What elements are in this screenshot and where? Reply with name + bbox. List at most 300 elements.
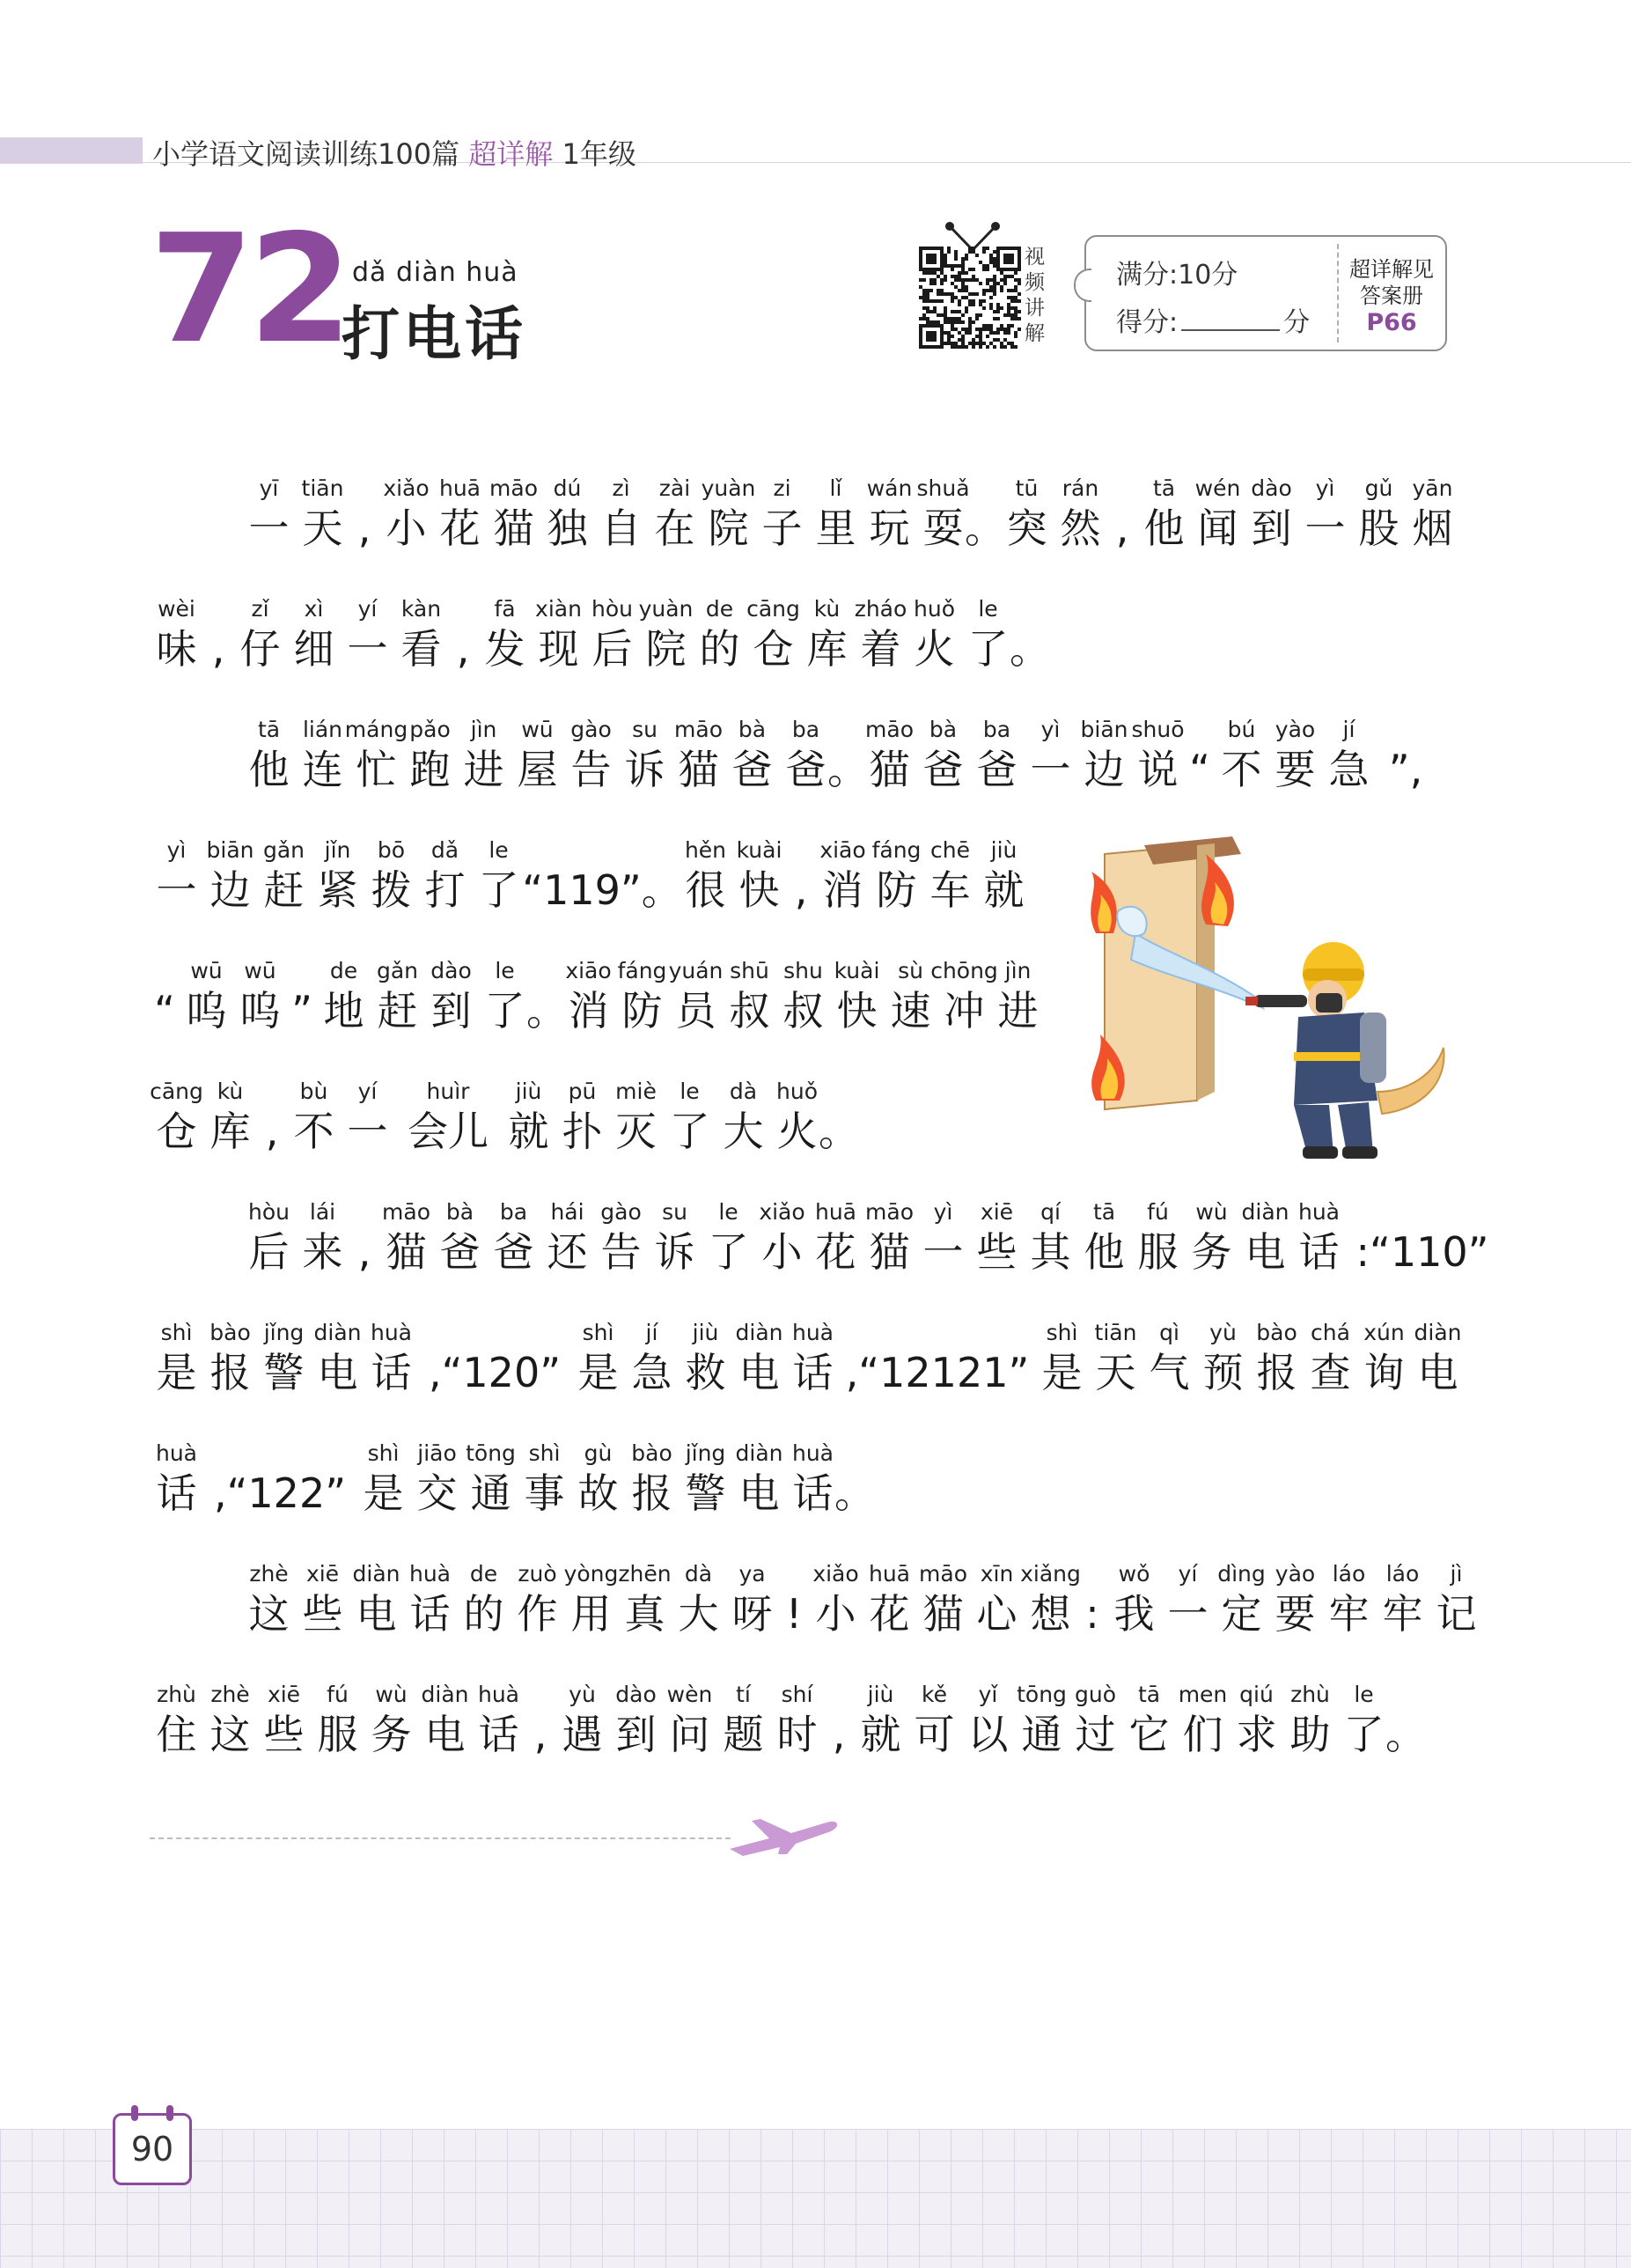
footer-grid	[0, 2129, 1631, 2268]
pinyin: wū	[190, 958, 223, 983]
pinyin: miè	[615, 1079, 657, 1104]
pinyin: guò	[1074, 1682, 1117, 1707]
hanzi: 报	[1256, 1349, 1297, 1396]
pinyin: jí	[1342, 717, 1355, 742]
pinyin: māo	[919, 1561, 967, 1587]
pinyin: jiù	[692, 1320, 719, 1345]
pinyin: xiǎo	[759, 1199, 805, 1225]
hanzi: 就	[860, 1711, 901, 1758]
pinyin: wù	[375, 1682, 408, 1707]
pinyin: ya	[738, 1561, 766, 1587]
pinyin: yī	[259, 475, 279, 501]
pinyin: gào	[570, 717, 612, 742]
lesson-number: 72	[150, 202, 348, 377]
hanzi: 耍	[922, 504, 964, 552]
pinyin: jiù	[990, 837, 1018, 863]
hanzi: 是	[156, 1349, 197, 1396]
pinyin: láo	[1332, 1561, 1366, 1587]
pinyin: xiē	[305, 1561, 340, 1587]
answer-reference-line: 超详解见	[1349, 257, 1434, 282]
pinyin: fú	[1147, 1199, 1169, 1225]
pinyin: tā	[1152, 475, 1176, 501]
punctuation-text: ,	[832, 1711, 846, 1758]
hanzi: 他	[1084, 1228, 1125, 1276]
hanzi: 消	[822, 866, 863, 914]
hanzi: 救	[685, 1349, 726, 1396]
hanzi: 防	[621, 987, 663, 1035]
pinyin: ba	[982, 717, 1011, 742]
pinyin: lián	[302, 717, 343, 742]
pinyin: yì	[1040, 717, 1061, 742]
pinyin: yù	[569, 1682, 596, 1707]
hanzi: 问	[669, 1711, 710, 1758]
hanzi: 猫	[678, 746, 719, 793]
hanzi: 味	[156, 625, 197, 673]
hanzi: 事	[524, 1469, 565, 1517]
hanzi: 大	[678, 1590, 719, 1638]
hanzi: 猫	[386, 1228, 427, 1276]
video-label-char: 视	[1025, 246, 1045, 269]
punctuation-text: ,	[456, 625, 470, 673]
hanzi: 花	[815, 1228, 856, 1276]
hanzi: 着	[860, 625, 901, 673]
hanzi: 不	[293, 1108, 334, 1155]
pinyin: yǐ	[978, 1682, 998, 1707]
hanzi: 一	[1030, 746, 1071, 793]
pinyin: dào	[1251, 475, 1292, 501]
punctuation-text: “	[1189, 746, 1210, 793]
pinyin: le	[718, 1199, 738, 1225]
pinyin: tū	[1015, 475, 1039, 501]
answer-page: P66	[1366, 309, 1417, 336]
hanzi: 了	[484, 987, 525, 1035]
pinyin: hěn	[684, 837, 727, 863]
punctuation-text: ,	[794, 866, 808, 914]
hanzi: 过	[1075, 1711, 1116, 1758]
pinyin: shì	[528, 1440, 561, 1466]
pinyin: láo	[1385, 1561, 1420, 1587]
punctuation-text: 。	[827, 746, 868, 793]
hanzi: 可	[914, 1711, 955, 1758]
hanzi: 他	[248, 746, 290, 793]
hanzi: 急	[1328, 746, 1370, 793]
hanzi: 一	[347, 625, 388, 673]
end-divider	[150, 1837, 731, 1839]
pinyin: diàn	[1414, 1320, 1462, 1345]
hanzi: 院	[645, 625, 687, 673]
hanzi: 电	[1417, 1349, 1458, 1396]
pinyin: huǒ	[914, 596, 955, 622]
hanzi: 现	[538, 625, 579, 673]
pinyin: yuàn	[638, 596, 694, 622]
hanzi: 消	[568, 987, 609, 1035]
pinyin: chá	[1311, 1320, 1350, 1345]
pinyin: xīn	[980, 1561, 1014, 1587]
hanzi: 独	[547, 504, 588, 552]
hanzi: 仔	[239, 625, 281, 673]
pinyin: le	[680, 1079, 700, 1104]
hanzi: 了	[669, 1108, 710, 1155]
pinyin: diàn	[735, 1440, 783, 1466]
pinyin: kuài	[834, 958, 880, 983]
pinyin: dào	[615, 1682, 657, 1707]
page-badge	[113, 2113, 192, 2185]
punctuation-text: 。	[1010, 625, 1050, 673]
hanzi: 自	[600, 504, 642, 552]
pinyin: men	[1178, 1682, 1228, 1707]
pinyin: māo	[489, 475, 538, 501]
hanzi: 们	[1182, 1711, 1223, 1758]
pinyin: huā	[438, 475, 481, 501]
pinyin: māo	[865, 717, 914, 742]
punctuation-text: ,	[357, 1228, 371, 1276]
hanzi: 快	[738, 866, 780, 914]
pinyin: wū	[244, 958, 276, 983]
video-label-char: 频	[1025, 271, 1045, 294]
hanzi: 会儿	[408, 1108, 489, 1155]
hanzi: 到	[1251, 504, 1292, 552]
pinyin: chē	[930, 837, 970, 863]
pinyin: bà	[445, 1199, 474, 1225]
hanzi: 进	[463, 746, 504, 793]
hanzi: 题	[723, 1711, 764, 1758]
hanzi: 话	[478, 1711, 519, 1758]
pinyin: yì	[933, 1199, 953, 1225]
pinyin: huà	[1297, 1199, 1341, 1225]
header-accent-bar	[0, 137, 143, 164]
pinyin: pǎo	[409, 717, 451, 742]
hanzi: 冲	[944, 987, 985, 1035]
pinyin: jǐn	[324, 837, 351, 863]
hanzi: 天	[302, 504, 343, 552]
hanzi: 猫	[493, 504, 534, 552]
pinyin: yòng	[563, 1561, 619, 1587]
hanzi: 告	[600, 1228, 642, 1276]
pinyin: le	[495, 958, 515, 983]
pinyin: qiú	[1239, 1682, 1274, 1707]
hanzi: 发	[484, 625, 525, 673]
pinyin: wèn	[666, 1682, 713, 1707]
hanzi: 话	[1298, 1228, 1340, 1276]
pinyin: dǎ	[430, 837, 459, 863]
pinyin: kù	[217, 1079, 244, 1104]
hanzi: 进	[997, 987, 1039, 1035]
hanzi: 故	[577, 1469, 619, 1517]
hanzi: 预	[1202, 1349, 1244, 1396]
lesson-title: 打电话	[342, 300, 526, 368]
pinyin: tí	[736, 1682, 751, 1707]
pinyin: jǐng	[685, 1440, 726, 1466]
video-label-char: 解	[1025, 322, 1045, 345]
hanzi: 用	[570, 1590, 612, 1638]
pinyin: zháo	[854, 596, 907, 622]
pinyin: tā	[257, 717, 281, 742]
pinyin: diàn	[421, 1682, 469, 1707]
hanzi: 大	[723, 1108, 764, 1155]
hanzi: 地	[323, 987, 364, 1035]
punctuation-text: ,	[1115, 504, 1129, 552]
score-full: 满分:10分	[1116, 260, 1238, 291]
hanzi: 是	[363, 1469, 404, 1517]
pinyin: māo	[382, 1199, 430, 1225]
pinyin: yí	[1178, 1561, 1198, 1587]
hanzi: 些	[976, 1228, 1018, 1276]
hanzi: 爸	[922, 746, 964, 793]
hanzi: 这	[209, 1711, 251, 1758]
pinyin: tiān	[1094, 1320, 1137, 1345]
pinyin: wǒ	[1118, 1561, 1150, 1587]
pinyin: kě	[922, 1682, 947, 1707]
hanzi: 到	[615, 1711, 657, 1758]
score-box	[1084, 235, 1447, 351]
pinyin: fā	[494, 596, 516, 622]
pinyin: jì	[1450, 1561, 1463, 1587]
pinyin: huà	[370, 1320, 413, 1345]
hanzi: 遇	[562, 1711, 603, 1758]
hanzi: 猫	[922, 1590, 964, 1638]
hanzi: 气	[1149, 1349, 1190, 1396]
hanzi: 电	[424, 1711, 466, 1758]
hanzi: 爸	[731, 746, 773, 793]
pinyin: yào	[1275, 1561, 1316, 1587]
hanzi: 是	[1041, 1349, 1083, 1396]
pinyin: xiāo	[819, 837, 866, 863]
pinyin: chōng	[930, 958, 998, 983]
pinyin: hòu	[248, 1199, 290, 1225]
hanzi: 了	[1343, 1711, 1385, 1758]
pinyin: lái	[309, 1199, 336, 1225]
punctuation-text: ”	[291, 987, 312, 1035]
hanzi: 电	[738, 1349, 780, 1396]
hanzi: 呀	[731, 1590, 773, 1638]
pinyin: yí	[357, 1079, 378, 1104]
pinyin: gào	[600, 1199, 642, 1225]
hanzi: 赶	[377, 987, 418, 1035]
hanzi: 突	[1006, 504, 1047, 552]
hanzi: 来	[302, 1228, 343, 1276]
hanzi: 电	[738, 1469, 780, 1517]
hanzi: 的	[699, 625, 740, 673]
pinyin: fáng	[617, 958, 667, 983]
pinyin: gǎn	[262, 837, 305, 863]
punctuation-text: :	[1085, 1590, 1099, 1638]
pinyin: dà	[684, 1561, 713, 1587]
pinyin: bào	[209, 1320, 251, 1345]
hanzi: 些	[263, 1711, 305, 1758]
qr-code-icon[interactable]	[919, 247, 1021, 349]
pinyin: wū	[521, 717, 554, 742]
hanzi: 说	[1137, 746, 1179, 793]
hanzi: 拨	[371, 866, 412, 914]
hanzi: 服	[1137, 1228, 1179, 1276]
punctuation-text: 。	[819, 1108, 859, 1155]
pinyin: tiān	[301, 475, 344, 501]
pinyin: xiǎo	[812, 1561, 859, 1587]
hanzi: 呜	[239, 987, 281, 1035]
hanzi: 仓	[753, 625, 794, 673]
hanzi: 赶	[263, 866, 305, 914]
hanzi: 报	[209, 1349, 251, 1396]
pinyin: lǐ	[829, 475, 842, 501]
pinyin: wén	[1194, 475, 1241, 501]
punctuation-text: “	[154, 987, 175, 1035]
hanzi: 牢	[1382, 1590, 1423, 1638]
hanzi: 询	[1363, 1349, 1405, 1396]
hanzi: 烟	[1412, 504, 1453, 552]
hanzi: 股	[1358, 504, 1400, 552]
hanzi: 防	[876, 866, 917, 914]
pinyin: le	[1354, 1682, 1374, 1707]
hanzi: 想	[1030, 1590, 1071, 1638]
hanzi: 了	[967, 625, 1009, 673]
pinyin: diàn	[735, 1320, 783, 1345]
pinyin: zuò	[518, 1561, 557, 1587]
pinyin: yuàn	[701, 475, 756, 501]
pinyin: shì	[367, 1440, 400, 1466]
pinyin: xiāo	[565, 958, 612, 983]
score-divider	[1337, 244, 1339, 342]
pinyin: gù	[584, 1440, 613, 1466]
punctuation-text: ,	[265, 1108, 279, 1155]
hanzi: 一	[1304, 504, 1346, 552]
pinyin: māo	[865, 1199, 914, 1225]
hanzi: 警	[685, 1469, 726, 1517]
hanzi: 火	[914, 625, 955, 673]
hanzi: 忙	[356, 746, 397, 793]
pinyin: shuǎ	[916, 475, 970, 501]
pinyin: shuō	[1131, 717, 1185, 742]
hanzi: 速	[890, 987, 931, 1035]
hanzi: 了	[478, 866, 519, 914]
pinyin: rán	[1062, 475, 1099, 501]
pinyin: wèi	[158, 596, 195, 622]
hanzi: 玩	[869, 504, 910, 552]
pinyin: zi	[773, 475, 791, 501]
pinyin: wù	[1195, 1199, 1228, 1225]
hanzi: 一	[922, 1228, 964, 1276]
pinyin: huà	[791, 1440, 834, 1466]
hanzi: 在	[654, 504, 695, 552]
pinyin: jiù	[867, 1682, 894, 1707]
pinyin: huìr	[426, 1079, 470, 1104]
hanzi: 打	[424, 866, 466, 914]
hanzi: 院	[708, 504, 749, 552]
pinyin: kuài	[736, 837, 782, 863]
pinyin: dú	[553, 475, 582, 501]
hanzi: 一	[248, 504, 290, 552]
pinyin: bào	[1256, 1320, 1297, 1345]
book-header	[152, 132, 636, 173]
hanzi: 花	[869, 1590, 910, 1638]
answer-reference	[1343, 256, 1440, 309]
hanzi: 爸	[976, 746, 1018, 793]
hanzi: 后	[248, 1228, 290, 1276]
pinyin: xún	[1363, 1320, 1405, 1345]
video-label-char: 讲	[1025, 297, 1045, 320]
hanzi: 要	[1275, 746, 1316, 793]
pinyin: huā	[868, 1561, 911, 1587]
hanzi: 住	[156, 1711, 197, 1758]
pinyin: jǐng	[263, 1320, 305, 1345]
pinyin: gǎn	[376, 958, 419, 983]
pinyin: huā	[814, 1199, 857, 1225]
hanzi: 猫	[869, 746, 910, 793]
hanzi: 里	[815, 504, 856, 552]
hanzi: 真	[624, 1590, 665, 1638]
pinyin: yù	[1209, 1320, 1237, 1345]
pinyin: huà	[155, 1440, 198, 1466]
pinyin: bú	[1227, 717, 1256, 742]
punctuation-text: ,	[211, 625, 225, 673]
hanzi: 跑	[409, 746, 451, 793]
page-number: 90	[130, 2130, 174, 2169]
book-grade: 1年级	[562, 137, 636, 171]
pinyin: máng	[344, 717, 408, 742]
hanzi: 一	[156, 866, 197, 914]
answer-reference-line: 答案册	[1360, 284, 1423, 308]
hanzi: 急	[631, 1349, 672, 1396]
pinyin: diàn	[1241, 1199, 1289, 1225]
pinyin: jìn	[470, 717, 497, 742]
pinyin: zhè	[210, 1682, 250, 1707]
firefighter-illustration	[1083, 836, 1452, 1162]
pinyin: yān	[1412, 475, 1453, 501]
pinyin: xiǎng	[1020, 1561, 1081, 1587]
pinyin: wán	[866, 475, 913, 501]
hanzi: 员	[675, 987, 716, 1035]
pinyin: huǒ	[776, 1079, 818, 1104]
hanzi: 小	[386, 504, 427, 552]
hanzi: 作	[517, 1590, 558, 1638]
hanzi: 其	[1030, 1228, 1071, 1276]
pinyin: shì	[160, 1320, 193, 1345]
hanzi: 警	[263, 1349, 305, 1396]
firefighter-icon	[1245, 942, 1444, 1159]
pinyin: cāng	[150, 1079, 203, 1104]
pinyin: qì	[1159, 1320, 1179, 1345]
hanzi: 话	[156, 1469, 197, 1517]
pinyin: biān	[1080, 717, 1128, 742]
hanzi: 库	[806, 625, 848, 673]
hanzi: 花	[439, 504, 481, 552]
hanzi: 通	[1021, 1711, 1062, 1758]
hanzi: 通	[470, 1469, 511, 1517]
hanzi: 闻	[1197, 504, 1238, 552]
pinyin: jìn	[1004, 958, 1032, 983]
hanzi: 小	[761, 1228, 803, 1276]
hanzi: 话	[371, 1349, 412, 1396]
hanzi: 电	[1245, 1228, 1286, 1276]
pinyin: su	[632, 717, 658, 742]
pinyin: jiù	[515, 1079, 542, 1104]
pinyin: xiǎo	[383, 475, 430, 501]
hanzi: 爸	[785, 746, 827, 793]
pinyin: de	[705, 596, 734, 622]
punctuation-text: ”,	[1388, 746, 1423, 793]
hanzi: 火	[776, 1108, 818, 1155]
pinyin: ba	[791, 717, 820, 742]
hanzi: 边	[209, 866, 251, 914]
airplane-icon	[725, 1803, 840, 1856]
hanzi: 话	[792, 1349, 834, 1396]
pinyin: huà	[408, 1561, 452, 1587]
pinyin: bù	[299, 1079, 328, 1104]
score-blank-field[interactable]	[1181, 306, 1280, 331]
pinyin: yí	[357, 596, 378, 622]
hanzi: 电	[356, 1590, 397, 1638]
hanzi: 这	[248, 1590, 290, 1638]
hanzi: 交	[416, 1469, 458, 1517]
